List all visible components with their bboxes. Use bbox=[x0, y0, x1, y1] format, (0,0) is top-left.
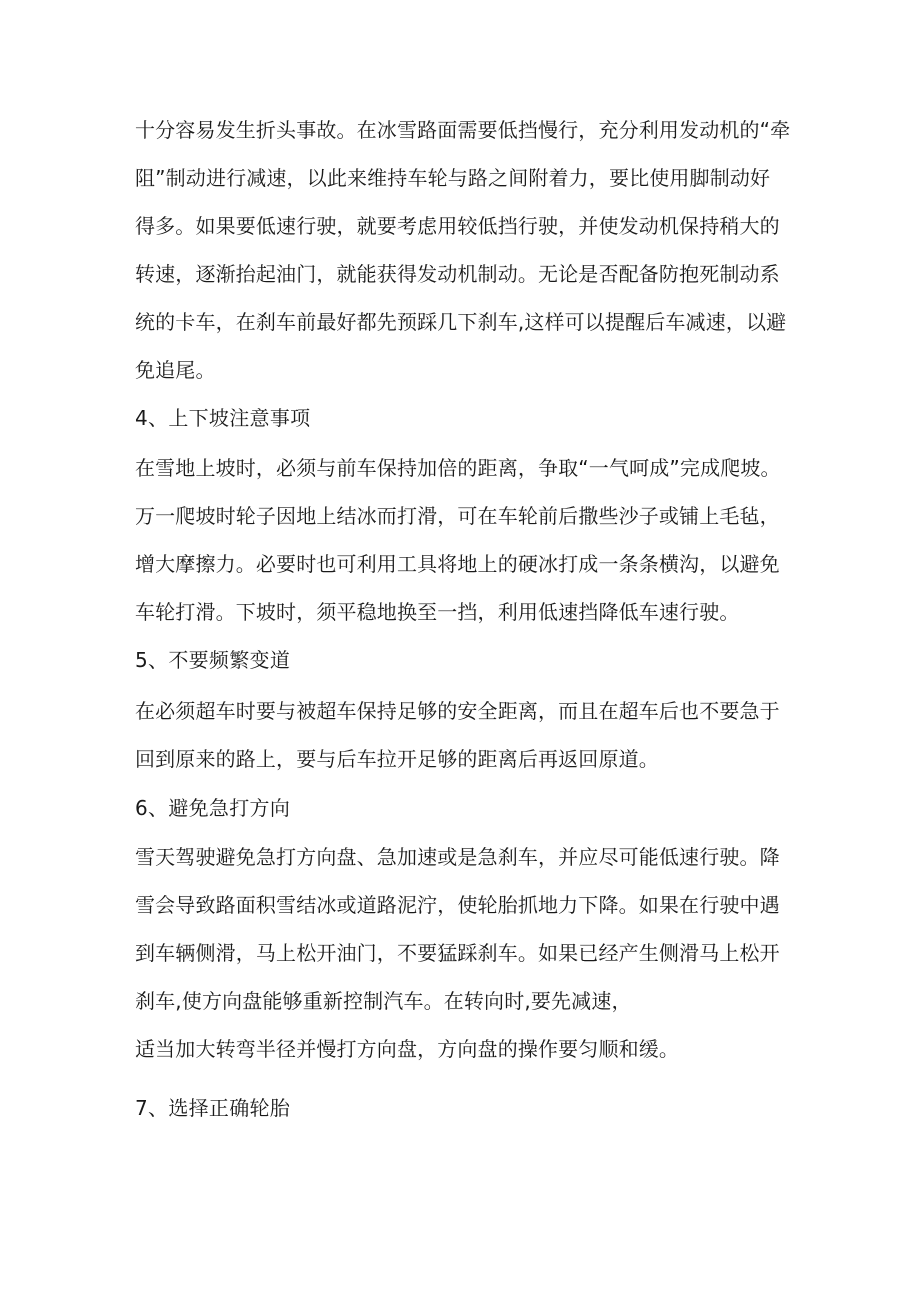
section-heading: 7、选择正确轮胎 bbox=[135, 1096, 291, 1120]
paragraph-line: 雪会导致路面积雪结冰或道路泥泞，使轮胎抓地力下降。如果在行驶中遇 bbox=[135, 893, 780, 917]
paragraph-line: 转速，逐渐抬起油门，就能获得发动机制动。无论是否配备防抱死制动系 bbox=[135, 262, 780, 286]
section-heading: 6、避免急打方向 bbox=[135, 796, 291, 820]
paragraph-line: 雪天驾驶避免急打方向盘、急加速或是急刹车，并应尽可能低速行驶。降 bbox=[135, 845, 780, 869]
paragraph-line: 十分容易发生折头事故。在冰雪路面需要低挡慢行，充分利用发动机的“牵 bbox=[135, 118, 791, 142]
paragraph-line: 车轮打滑。下坡时，须平稳地换至一挡，利用低速挡降低车速行驶。 bbox=[135, 600, 740, 624]
paragraph-line: 得多。如果要低速行驶，就要考虑用较低挡行驶，并使发动机保持稍大的 bbox=[135, 214, 780, 238]
paragraph-line: 刹车,使方向盘能够重新控制汽车。在转向时,要先减速， bbox=[135, 989, 632, 1013]
paragraph-line: 到车辆侧滑，马上松开油门，不要猛踩刹车。如果已经产生侧滑马上松开 bbox=[135, 941, 780, 965]
paragraph-line: 回到原来的路上，要与后车拉开足够的距离后再返回原道。 bbox=[135, 747, 659, 771]
paragraph-line: 增大摩擦力。必要时也可利用工具将地上的硬冰打成一条条横沟，以避免 bbox=[135, 552, 780, 576]
paragraph-line: 免追尾。 bbox=[135, 358, 216, 382]
paragraph-line: 适当加大转弯半径并慢打方向盘，方向盘的操作要匀顺和缓。 bbox=[135, 1037, 680, 1061]
section-heading: 5、不要频繁变道 bbox=[135, 648, 291, 672]
section-heading: 4、上下坡注意事项 bbox=[135, 406, 311, 430]
paragraph-line: 在必须超车时要与被超车保持足够的安全距离，而且在超车后也不要急于 bbox=[135, 699, 780, 723]
paragraph-line: 阻”制动进行减速，以此来维持车轮与路之间附着力，要比使用脚制动好 bbox=[135, 166, 771, 190]
paragraph-line: 万一爬坡时轮子因地上结冰而打滑，可在车轮前后撒些沙子或铺上毛毡， bbox=[135, 504, 780, 528]
paragraph-line: 在雪地上坡时，必须与前车保持加倍的距离，争取“一气呵成”完成爬坡。 bbox=[135, 456, 781, 480]
paragraph-line: 统的卡车，在刹车前最好都先预踩几下刹车,这样可以提醒后车减速，以避 bbox=[135, 310, 787, 334]
